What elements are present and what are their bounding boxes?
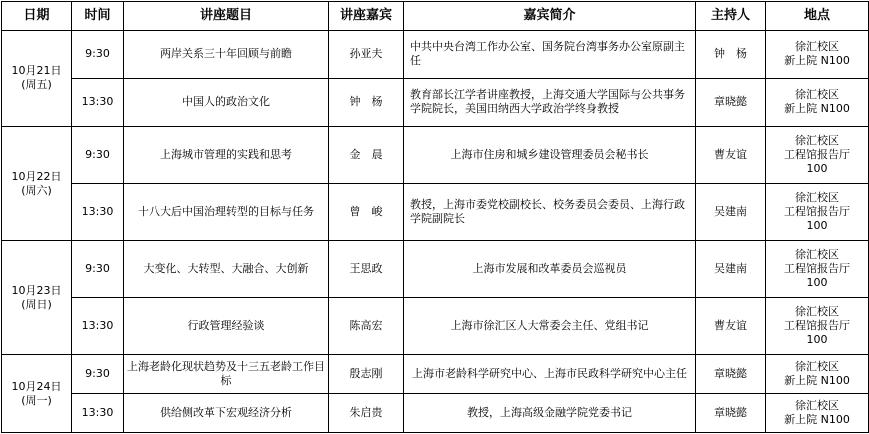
intro-cell: 上海市发展和改革委员会巡视员 bbox=[404, 241, 696, 298]
time-cell: 9:30 bbox=[72, 126, 124, 183]
time-cell: 9:30 bbox=[72, 241, 124, 298]
speaker-cell: 殷志刚 bbox=[329, 355, 404, 394]
venue-cell: 徐汇校区 新上院 N100 bbox=[766, 31, 869, 79]
table-row bbox=[2, 298, 869, 355]
table-row bbox=[2, 184, 869, 241]
lecture-schedule-table bbox=[1, 1, 869, 433]
host-cell: 章晓懿 bbox=[696, 394, 766, 433]
header-venue: 地点 bbox=[766, 2, 869, 31]
date-cell: 10月23日 (周日) bbox=[2, 241, 72, 355]
host-cell: 曹友谊 bbox=[696, 298, 766, 355]
table-row bbox=[2, 355, 869, 394]
host-cell: 钟 杨 bbox=[696, 31, 766, 79]
topic-cell: 供给侧改革下宏观经济分析 bbox=[124, 394, 329, 433]
table-row bbox=[2, 31, 869, 79]
topic-cell: 上海老龄化现状趋势及十三五老龄工作目标 bbox=[124, 355, 329, 394]
speaker-cell: 王思政 bbox=[329, 241, 404, 298]
header-time: 时间 bbox=[72, 2, 124, 31]
time-cell: 13:30 bbox=[72, 394, 124, 433]
host-cell: 曹友谊 bbox=[696, 126, 766, 183]
host-cell: 吴建南 bbox=[696, 184, 766, 241]
venue-cell: 徐汇校区 工程馆报告厅 100 bbox=[766, 126, 869, 183]
intro-cell: 中共中央台湾工作办公室、国务院台湾事务办公室原副主任 bbox=[404, 31, 696, 79]
intro-cell: 上海市徐汇区人大常委会主任、党组书记 bbox=[404, 298, 696, 355]
topic-cell: 大变化、大转型、大融合、大创新 bbox=[124, 241, 329, 298]
table-row bbox=[2, 78, 869, 126]
time-cell: 13:30 bbox=[72, 184, 124, 241]
venue-cell: 徐汇校区 工程馆报告厅 100 bbox=[766, 241, 869, 298]
time-cell: 9:30 bbox=[72, 31, 124, 79]
venue-cell: 徐汇校区 工程馆报告厅 100 bbox=[766, 298, 869, 355]
speaker-cell: 钟 杨 bbox=[329, 78, 404, 126]
intro-cell: 教授，上海高级金融学院党委书记 bbox=[404, 394, 696, 433]
speaker-cell: 陈高宏 bbox=[329, 298, 404, 355]
date-cell: 10月22日 (周六) bbox=[2, 126, 72, 240]
topic-cell: 中国人的政治文化 bbox=[124, 78, 329, 126]
header-date: 日期 bbox=[2, 2, 72, 31]
topic-cell: 十八大后中国治理转型的目标与任务 bbox=[124, 184, 329, 241]
host-cell: 章晓懿 bbox=[696, 78, 766, 126]
time-cell: 13:30 bbox=[72, 78, 124, 126]
speaker-cell: 孙亚夫 bbox=[329, 31, 404, 79]
topic-cell: 两岸关系三十年回顾与前瞻 bbox=[124, 31, 329, 79]
host-cell: 章晓懿 bbox=[696, 355, 766, 394]
date-cell: 10月21日 (周五) bbox=[2, 31, 72, 127]
date-cell: 10月24日 (周一) bbox=[2, 355, 72, 433]
speaker-cell: 金 晨 bbox=[329, 126, 404, 183]
table-row bbox=[2, 241, 869, 298]
intro-cell: 上海市老龄科学研究中心、上海市民政科学研究中心主任 bbox=[404, 355, 696, 394]
header-intro: 嘉宾简介 bbox=[404, 2, 696, 31]
intro-cell: 教育部长江学者讲座教授，上海交通大学国际与公共事务学院院长，美国田纳西大学政治学终身教授 bbox=[404, 78, 696, 126]
venue-cell: 徐汇校区 工程馆报告厅 100 bbox=[766, 184, 869, 241]
venue-cell: 徐汇校区 新上院 N100 bbox=[766, 78, 869, 126]
intro-cell: 教授，上海市委党校副校长、校务委员会委员、上海行政学院副院长 bbox=[404, 184, 696, 241]
speaker-cell: 朱启贵 bbox=[329, 394, 404, 433]
venue-cell: 徐汇校区 新上院 N100 bbox=[766, 394, 869, 433]
speaker-cell: 曾 峻 bbox=[329, 184, 404, 241]
table-row bbox=[2, 394, 869, 433]
topic-cell: 上海城市管理的实践和思考 bbox=[124, 126, 329, 183]
header-topic: 讲座题目 bbox=[124, 2, 329, 31]
topic-cell: 行政管理经验谈 bbox=[124, 298, 329, 355]
header-speaker: 讲座嘉宾 bbox=[329, 2, 404, 31]
header-row bbox=[2, 2, 869, 31]
host-cell: 吴建南 bbox=[696, 241, 766, 298]
venue-cell: 徐汇校区 新上院 N100 bbox=[766, 355, 869, 394]
table-row bbox=[2, 126, 869, 183]
time-cell: 9:30 bbox=[72, 355, 124, 394]
header-host: 主持人 bbox=[696, 2, 766, 31]
time-cell: 13:30 bbox=[72, 298, 124, 355]
intro-cell: 上海市住房和城乡建设管理委员会秘书长 bbox=[404, 126, 696, 183]
